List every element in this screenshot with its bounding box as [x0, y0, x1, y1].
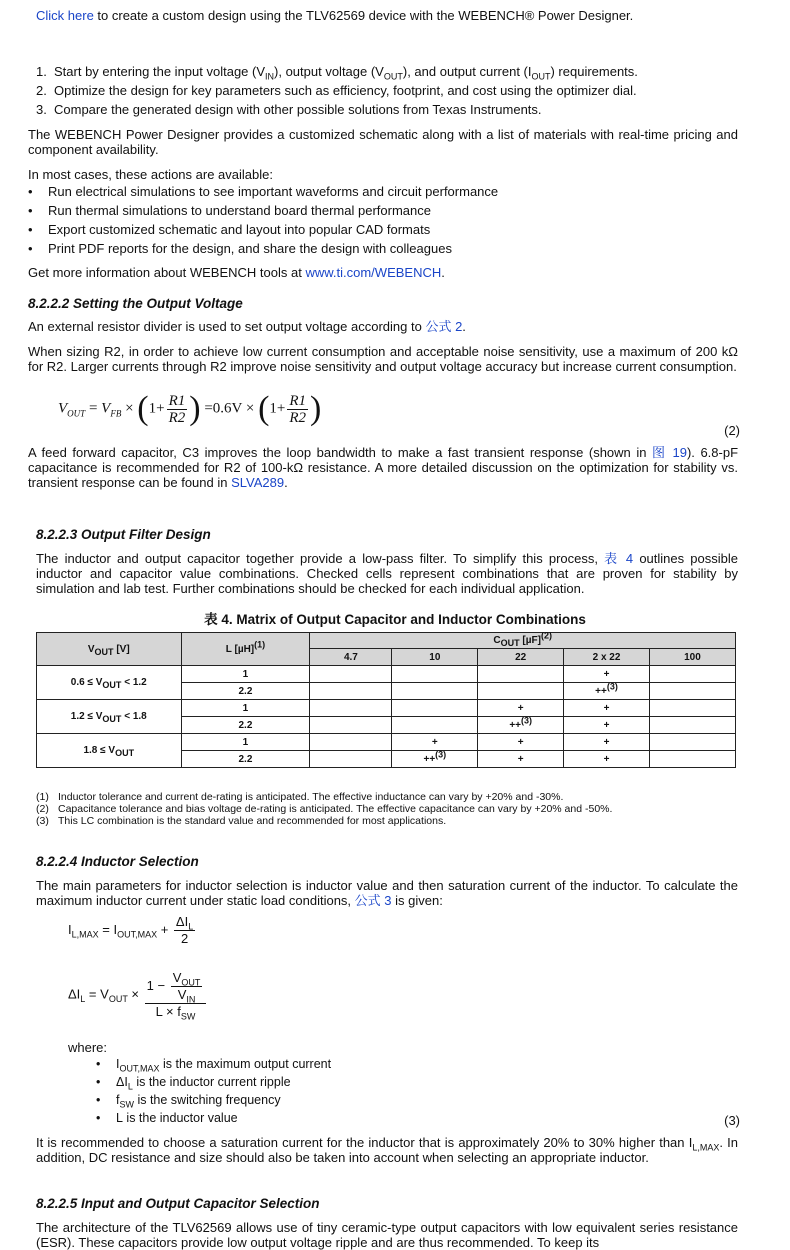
header-cap-value: 4.7 — [310, 649, 392, 666]
capacitor-inductor-matrix — [36, 632, 736, 768]
combination-cell: + — [478, 751, 564, 768]
equation-2-link[interactable]: 公式 2 — [425, 319, 463, 334]
combination-cell — [649, 700, 735, 717]
section-heading-inductor: 8.2.2.4 Inductor Selection — [36, 854, 199, 869]
bullet-icon: • — [28, 222, 33, 237]
step-item — [36, 102, 756, 117]
output-voltage-p2: When sizing R2, in order to achieve low current consumption and acceptable noise sensitivity, use a maximum of 200 kΩ for R2. Larger currents through R2 improve noise sensitivity and output voltage accuracy but increase current consumption. — [28, 344, 738, 374]
header-cap-value: 10 — [392, 649, 478, 666]
inductance-cell: 2.2 — [181, 717, 310, 734]
combination-cell: ++$^{(3)}$ — [392, 751, 478, 768]
action-item: • Run electrical simulations to see important waveforms and circuit performance — [28, 184, 748, 203]
combination-cell — [649, 666, 735, 683]
equation-vout: $V_{OUT} = V_{FB} \times (1+$ $\frac{R1}{R2}$ ) =0.6V × (1+ $\frac{R1}{R2}$ ) — [58, 390, 322, 427]
inductance-cell: 1 — [181, 700, 310, 717]
combination-cell — [310, 700, 392, 717]
combination-cell — [649, 683, 735, 700]
combination-cell: ++$^{(3)}$ — [478, 717, 564, 734]
bullet-icon: • — [28, 203, 33, 218]
bullet-icon: • — [96, 1057, 101, 1071]
combination-cell: + — [564, 751, 650, 768]
combination-cell: + — [392, 734, 478, 751]
combination-cell — [478, 683, 564, 700]
inductor-paragraph: The main parameters for inductor selection is inductor value and then saturation current of the inductor. To calculate the maximum inductor current under static load conditions, 公式 3 is given: — [36, 878, 738, 908]
step-item — [36, 64, 756, 82]
bullet-icon: • — [96, 1075, 101, 1089]
step-number: 2. — [36, 83, 47, 98]
combination-cell: + — [478, 700, 564, 717]
bullet-icon: • — [96, 1093, 101, 1107]
step-text: Optimize the design for key parameters such as efficiency, footprint, and cost using the optimizer dial. — [54, 83, 637, 98]
actions-intro: In most cases, these actions are available: — [28, 167, 273, 182]
action-item: • Print PDF reports for the design, and share the design with colleagues — [28, 241, 748, 260]
inductor-paragraph-2: It is recommended to choose a saturation current for the inductor that is approximately 20% to 30% higher than $I_{L,MAX}$. In addition, DC resistance and size should also be taken into account when selecting an appropriate inductor. — [36, 1135, 738, 1165]
variable-item: • $\Delta I_L$ is the inductor current ripple — [96, 1075, 291, 1092]
combination-cell: ++$^{(3)}$ — [564, 683, 650, 700]
step-text: Compare the generated design with other possible solutions from Texas Instruments. — [54, 102, 542, 117]
combination-cell: + — [564, 734, 650, 751]
inductance-cell: 1 — [181, 666, 310, 683]
vout-range-cell: $1.2 \le V_{OUT} < 1.8$ — [37, 700, 182, 734]
figure-19-link[interactable]: 图 19 — [652, 445, 687, 460]
action-item: • Export customized schematic and layout into popular CAD formats — [28, 222, 748, 241]
combination-cell — [310, 683, 392, 700]
inductance-cell: 1 — [181, 734, 310, 751]
step-number: 1. — [36, 64, 47, 79]
output-voltage-p1: An external resistor divider is used to set output voltage according to 公式 2. — [28, 319, 466, 334]
combination-cell — [392, 666, 478, 683]
slva289-link[interactable]: SLVA289 — [231, 475, 285, 490]
table-row — [37, 700, 736, 717]
footnotes — [36, 791, 756, 827]
section-heading-output-voltage: 8.2.2.2 Setting the Output Voltage — [28, 296, 243, 311]
step-item — [36, 83, 756, 98]
combination-cell — [392, 700, 478, 717]
output-voltage-p3: A feed forward capacitor, C3 improves the loop bandwidth to make a fast transient response (shown in 图 19). 6.8-pF capacitance is recommended for R2 of 100-kΩ resistance. A more detailed discussion on the optimization for stability vs. transient response can be found in SLVA289. — [28, 445, 739, 490]
combination-cell — [310, 734, 392, 751]
combination-cell: + — [478, 734, 564, 751]
click-here-link[interactable]: Click here — [36, 8, 94, 23]
variable-item: • $I_{OUT,MAX}$ is the maximum output current — [96, 1057, 332, 1074]
combination-cell — [310, 751, 392, 768]
footnote: (1) Inductor tolerance and current de-rating is anticipated. The effective inductance can vary by +20% and -30%. — [36, 791, 564, 803]
variable-item: • L is the inductor value — [96, 1111, 696, 1129]
action-item: • Run thermal simulations to understand board thermal performance — [28, 203, 748, 222]
section-heading-capacitors: 8.2.2.5 Input and Output Capacitor Selection — [36, 1196, 320, 1211]
intro-text: to create a custom design using the TLV62569 device with the WEBENCH® Power Designer. — [93, 8, 634, 23]
combination-cell — [649, 717, 735, 734]
header-cap-value: 22 — [478, 649, 564, 666]
section-heading-filter: 8.2.2.3 Output Filter Design — [36, 527, 211, 542]
where-label: where: — [68, 1040, 108, 1055]
more-info-line: Get more information about WEBENCH tools at www.ti.com/WEBENCH. — [28, 265, 445, 280]
header-capacitance: $C_{OUT}$ $[\mu F]^{(2)}$ — [310, 633, 736, 649]
combination-cell: + — [564, 700, 650, 717]
header-cap-value: 2 x 22 — [564, 649, 650, 666]
equation-number-2: (2) — [724, 423, 740, 438]
step-number: 3. — [36, 102, 47, 117]
combination-cell — [478, 666, 564, 683]
table-title: 表 4. Matrix of Output Capacitor and Inductor Combinations — [204, 612, 586, 627]
equation-number-3: (3) — [724, 1113, 740, 1128]
filter-paragraph: The inductor and output capacitor together provide a low-pass filter. To simplify this process, 表 4 outlines possible inductor and capacitor value combinations. Checked cells represent combinations that are proven for stability by simulation and lab test. Further combinations should be checked for each individual application. — [36, 551, 738, 596]
table-row — [37, 734, 736, 751]
capacitor-paragraph: The architecture of the TLV62569 allows use of tiny ceramic-type output capacitors with low equivalent series resistance (ESR). These capacitors provide low output voltage ripple and are thus recommended. To keep its — [36, 1220, 738, 1250]
webench-paragraph: The WEBENCH Power Designer provides a customized schematic along with a list of materials with real-time pricing and component availability. — [28, 127, 738, 157]
header-inductance: L $[\mu H]^{(1)}$ — [181, 633, 310, 666]
intro-line — [36, 8, 756, 23]
footnote: (3) This LC combination is the standard value and recommended for most applications. — [36, 815, 447, 827]
bullet-icon: • — [28, 241, 33, 256]
combination-cell: + — [564, 666, 650, 683]
table-4-link[interactable]: 表 4 — [604, 551, 634, 566]
combination-cell: + — [564, 717, 650, 734]
bullet-icon: • — [28, 184, 33, 199]
inductance-cell: 2.2 — [181, 751, 310, 768]
inductance-cell: 2.2 — [181, 683, 310, 700]
header-cap-value: 100 — [649, 649, 735, 666]
combination-cell — [310, 666, 392, 683]
combination-cell — [649, 734, 735, 751]
footnote: (2) Capacitance tolerance and bias voltage de-rating is anticipated. The effective capacitance can vary by +20% and -50%. — [36, 803, 613, 815]
vout-range-cell: $1.8 \le V_{OUT}$ — [37, 734, 182, 768]
equation-delta-il: $\Delta I_L = V_{OUT}$ × 1 − $\frac{V_{OUT}}{V_{IN}}$ $L \times f_{SW}$ — [68, 970, 208, 1020]
header-vout: $V_{OUT}$ [V] — [37, 633, 182, 666]
combination-cell — [392, 683, 478, 700]
bullet-icon: • — [96, 1111, 101, 1125]
combination-cell — [310, 717, 392, 734]
combination-cell — [392, 717, 478, 734]
matrix-body — [37, 666, 736, 768]
steps-list — [36, 64, 756, 117]
variable-list — [96, 1057, 696, 1129]
variable-item: • $f_{SW}$ is the switching frequency — [96, 1093, 281, 1110]
step-text: Start by entering the input voltage $(V_{IN})$, output voltage $(V_{OUT})$, and output current $(I_{OUT})$ requirements. — [54, 64, 638, 82]
equation-il-max: $I_{L,MAX} = I_{OUT,MAX}$ + $\frac{\Delta I_L}{2}$ — [68, 914, 194, 946]
equation-3-link[interactable]: 公式 3 — [354, 893, 392, 908]
vout-range-cell: $0.6 \le V_{OUT} < 1.2$ — [37, 666, 182, 700]
combination-cell — [649, 751, 735, 768]
table-row — [37, 666, 736, 683]
actions-list — [28, 184, 748, 260]
webench-link[interactable]: www.ti.com/WEBENCH — [305, 265, 442, 280]
